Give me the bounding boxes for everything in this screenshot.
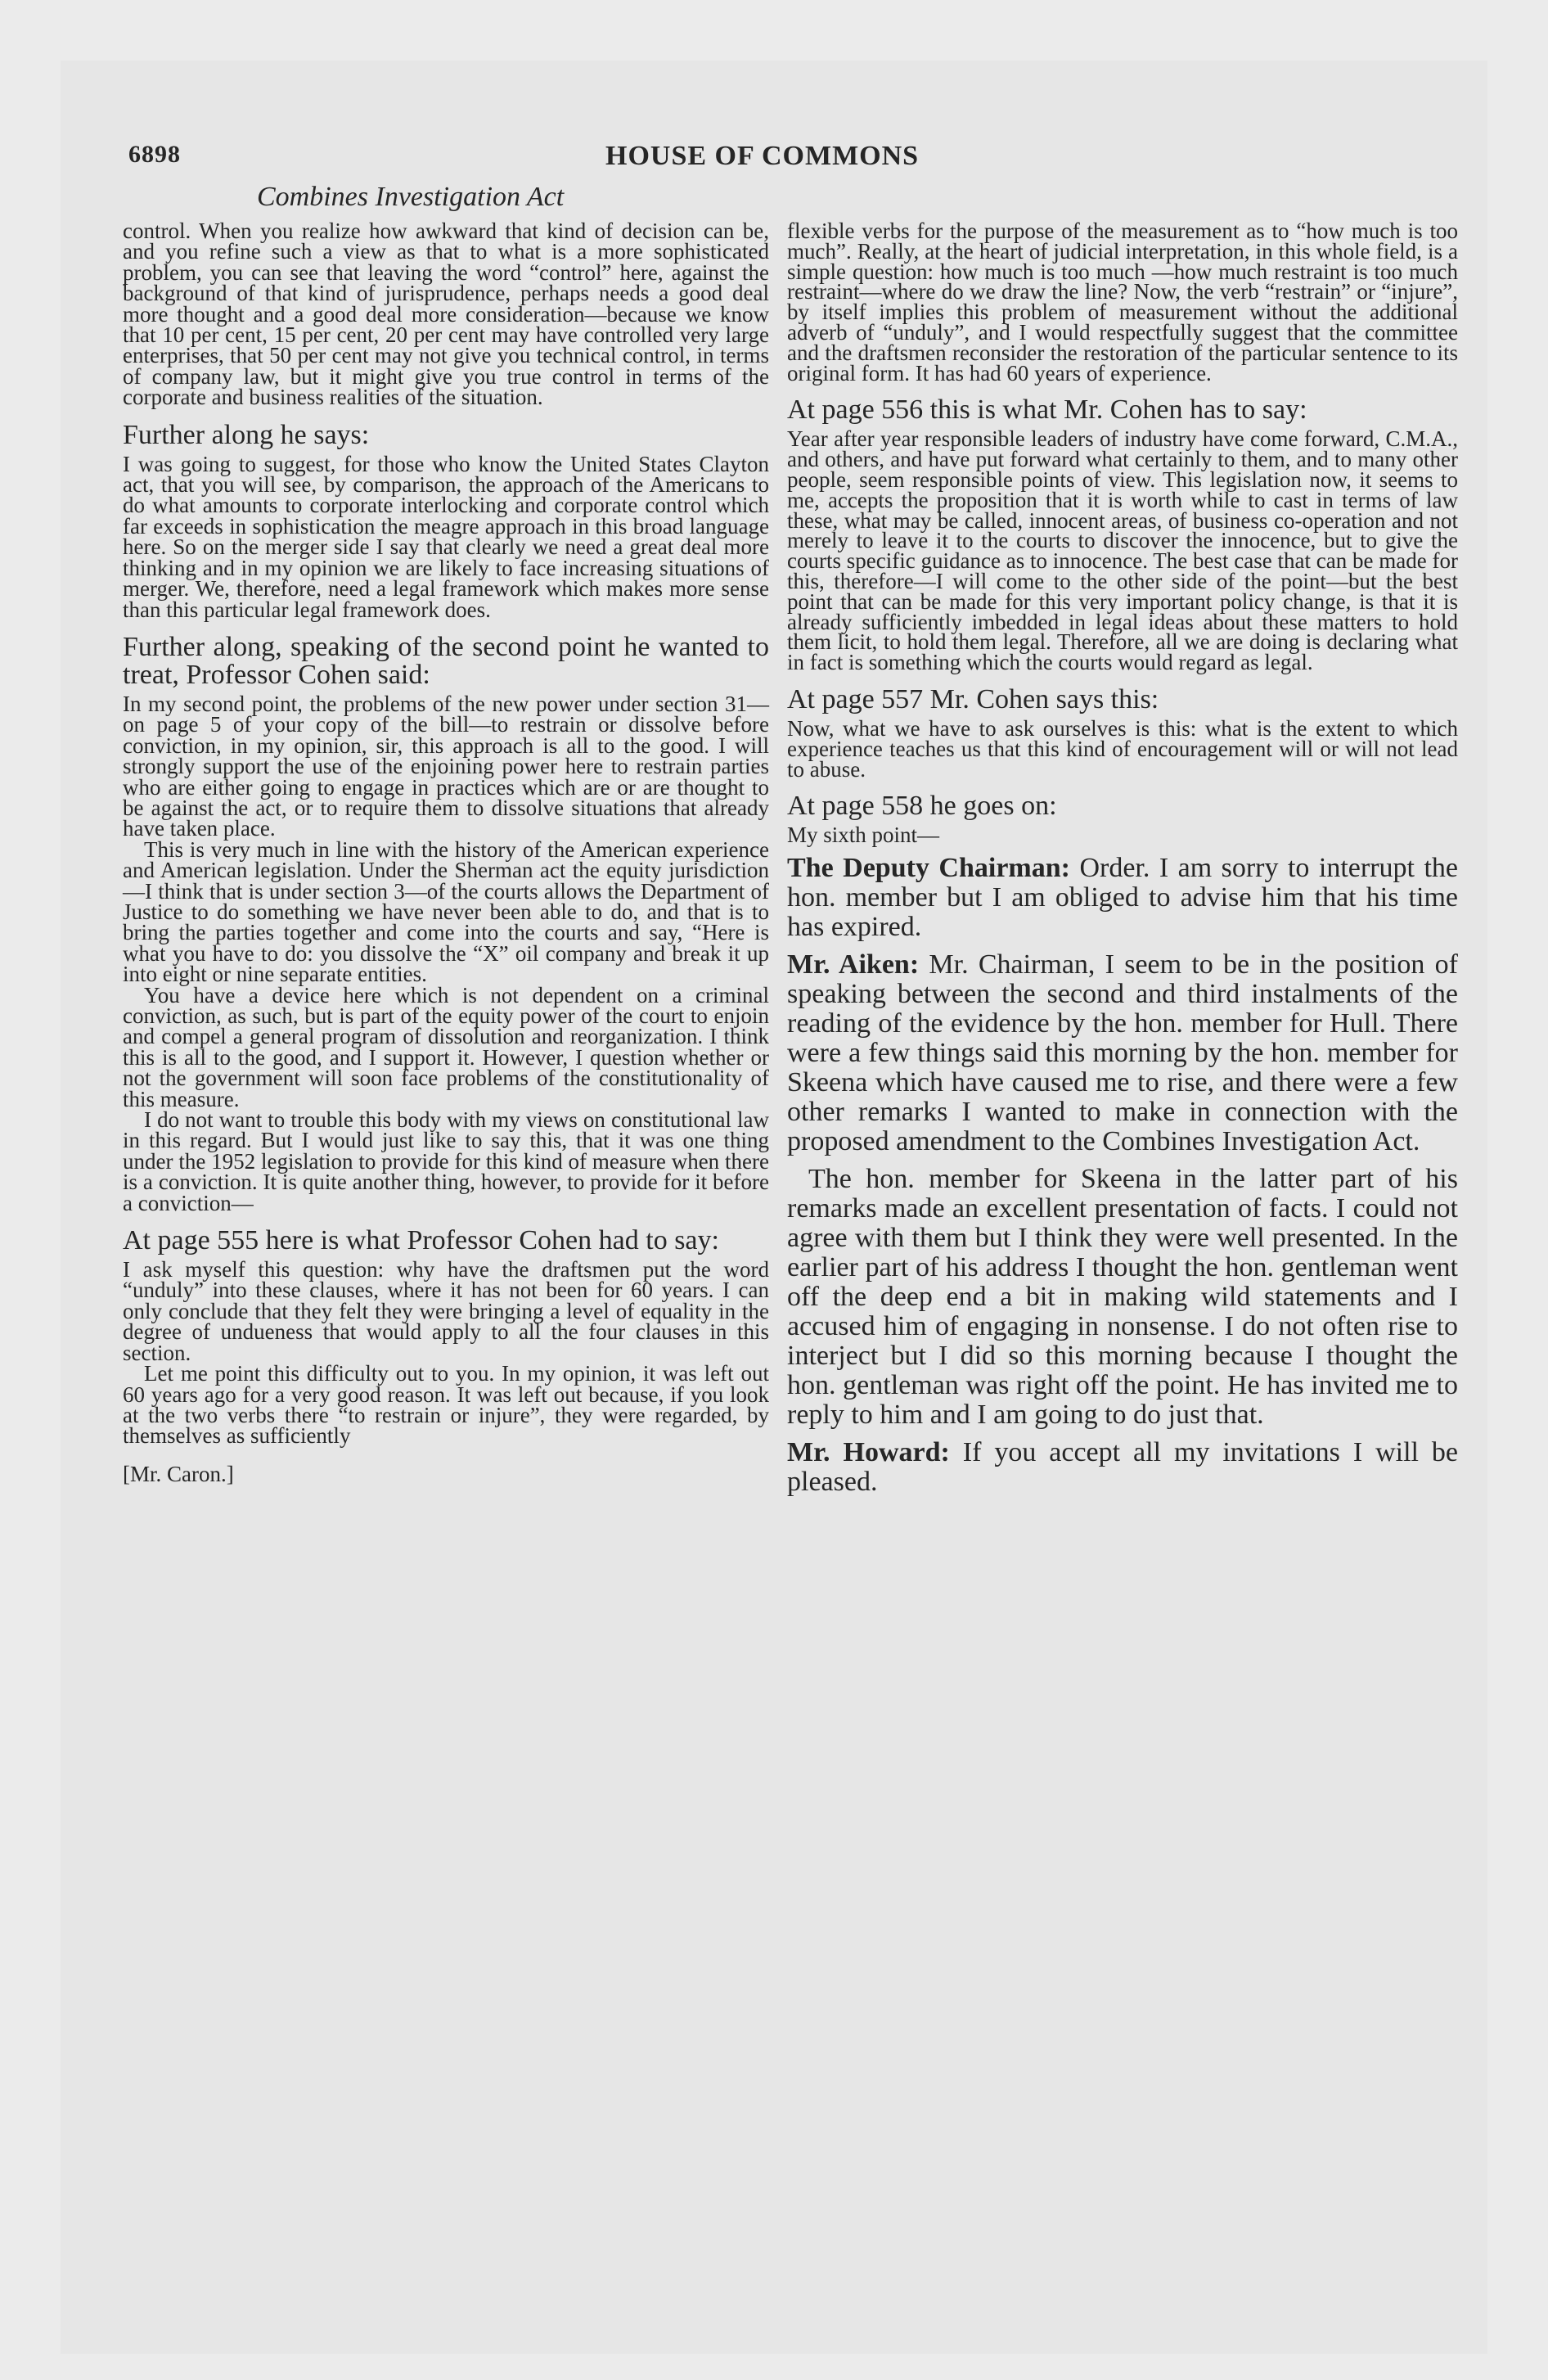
- quote-paragraph: I was going to suggest, for those who know the United States Clayton act, that you will see, by comparison, the approach of the Americans to do what amounts to corporate interlocking and corporate control which far exceeds in sophistication the meagre approach in this broad language here. So on the merger side I say that clearly we need a great deal more thinking and in my opinion we are likely to face increasing situations of merger. We, therefore, need a legal framework which makes more sense than this particular legal framework does.: [123, 451, 769, 622]
- paragraph: At page 556 this is what Mr. Cohen has to say:: [787, 394, 1307, 426]
- paragraph: Further along he says:: [123, 419, 370, 450]
- right-column: [787, 221, 1458, 1497]
- quote-paragraph: Let me point this difficulty out to you. In my opinion, it was left out 60 years ago for a very good reason. It was left out because, if you look at the two verbs there “to restrain or injure”, they were regarded, by themselves as sufficiently: [123, 1361, 769, 1449]
- page-number: 6898: [128, 141, 181, 168]
- quote-paragraph: You have a device here which is not dependent on a criminal conviction, as such, but is part of the equity power of the court to enjoin and compel a general program of dissolution and reorganization. I think this is all to the good, and I support it. However, I question whether or not the government will soon face problems of the constitutionality of this measure.: [123, 982, 769, 1111]
- speech-text: If you accept all my invitations I will be pleased.: [787, 1437, 1458, 1498]
- speaker-name: Mr. Aiken:: [787, 949, 920, 980]
- left-column: [123, 221, 769, 1487]
- quote-paragraph: Now, what we have to ask ourselves is this: what is the extent to which experience teaches us that this kind of encouragement will or will not lead to abuse.: [787, 715, 1458, 782]
- paragraph: At page 558 he goes on:: [787, 791, 1057, 822]
- speech-paragraph: The hon. member for Skeena in the latter part of his remarks made an excellent presentation of facts. I could not agree with them but I think they were well presented. In the earlier part of his address I thought the hon. gentleman went off the deep end a bit in making wild statements and I accused him of engaging in nonsense. I do not often rise to interject but I did so this morning because I thought the hon. gentleman was right off the point. He has invited me to reply to him and I am going to do just that.: [787, 1164, 1458, 1431]
- paragraph: At page 557 Mr. Cohen says this:: [787, 683, 1159, 714]
- quote-paragraph: This is very much in line with the history of the American experience and American legislation. Under the Sherman act the equity jurisdiction—I think that is under section 3—of the courts allows the Department of Justice to do something we have never been able to do, and that is to bring the parties together and come into the courts and say, “Here is what you have to do: you dissolve the “X” oil company and break it up into eight or nine separate entities.: [123, 836, 769, 987]
- speaker-name: Mr. Howard:: [787, 1437, 950, 1468]
- speech-paragraph: [787, 950, 1458, 1156]
- speaker-name: The Deputy Chairman:: [787, 853, 1070, 884]
- speech-paragraph: [787, 854, 1458, 942]
- paragraph: control. When you realize how awkward that kind of decision can be, and you refine such a view as that to what is a more sophisticated problem, you can see that leaving the word “control” here, against the background of that kind of jurisprudence, perhaps needs a good deal more thought and a good deal more consideration—because we know that 10 per cent, 15 per cent, 20 per cent may have controlled very large enterprises, that 50 per cent may not give you technical control, in terms of company law, but it might give you true control in terms of the corporate and business realities of the situation.: [123, 219, 769, 410]
- speech-paragraph: [787, 1438, 1458, 1497]
- quote-paragraph: I do not want to trouble this body with my views on constitutional law in this regard. But I would just like to say this, that it was one thing under the 1952 legislation to provide for this kind of measure when there is a conviction. It is quite another thing, however, to provide for it before a conviction—: [123, 1107, 769, 1215]
- paragraph: Further along, speaking of the second point he wanted to treat, Professor Cohen said:: [123, 631, 769, 690]
- running-head: HOUSE OF COMMONS: [605, 141, 920, 171]
- speech-text: Mr. Chairman, I seem to be in the position of speaking between the second and third instalments of the reading of the evidence by the hon. member for Hull. There were a few things said this morning by the hon. member for Skeena which have caused me to rise, and there were a few other remarks I wanted to make in connection with the proposed amendment to the Combines Investigation Act.: [787, 949, 1458, 1157]
- quote-paragraph: I ask myself this question: why have the draftsmen put the word “unduly” into these clauses, where it has not been for 60 years. I can only conclude that they felt they were bringing a level of equality in the degree of undueness that would apply to all the four clauses in this section.: [123, 1257, 769, 1365]
- quote-paragraph: My sixth point—: [787, 823, 940, 848]
- speech-text: Order. I am sorry to interrupt the hon. member but I am obliged to advise him that his time has expired.: [787, 853, 1458, 943]
- quote-paragraph: Year after year responsible leaders of industry have come forward, C.M.A., and others, and have put forward what certainly to them, and to many other people, seem responsible points of view. This legislation now, it seems to me, accepts the proposition that it is worth while to cast in terms of law these, what may be called, innocent areas, of business co-operation and not merely to leave it to the courts to discover the innocence, but to give the courts specific guidance as to innocence. The best case that can be made for this, therefore—I will come to the other side of the point—but the best point that can be made for this very important policy change, is that it is already sufficiently imbedded in legal ideas about these matters to hold them licit, to hold them legal. Therefore, all we are doing is declaring what in fact is something which the courts would regard as legal.: [787, 426, 1458, 675]
- speaker-footer: [Mr. Caron.]: [123, 1461, 234, 1486]
- paragraph: At page 555 here is what Professor Cohen had to say:: [123, 1225, 719, 1256]
- subject-heading: Combines Investigation Act: [257, 182, 565, 212]
- quote-paragraph: In my second point, the problems of the new power under section 31—on page 5 of your copy of the bill—to restrain or dissolve before conviction, in my opinion, sir, this approach is all to the good. I will strongly support the use of the enjoining power here to restrain parties who are either going to engage in practices which are or are thought to be against the act, or to require them to dissolve situations that already have taken place.: [123, 691, 769, 841]
- quote-paragraph: flexible verbs for the purpose of the measurement as to “how much is too much”. Really, at the heart of judicial interpretation, in this whole field, is a simple question: how much is too much —how much restraint is too much restraint—where do we draw the line? Now, the verb “restrain” or “injure”, by itself implies this problem of measurement without the additional adverb of “unduly”, and I would respectfully suggest that the committee and the draftsmen reconsider the restoration of the particular sentence to its original form. It has had 60 years of experience.: [787, 219, 1458, 385]
